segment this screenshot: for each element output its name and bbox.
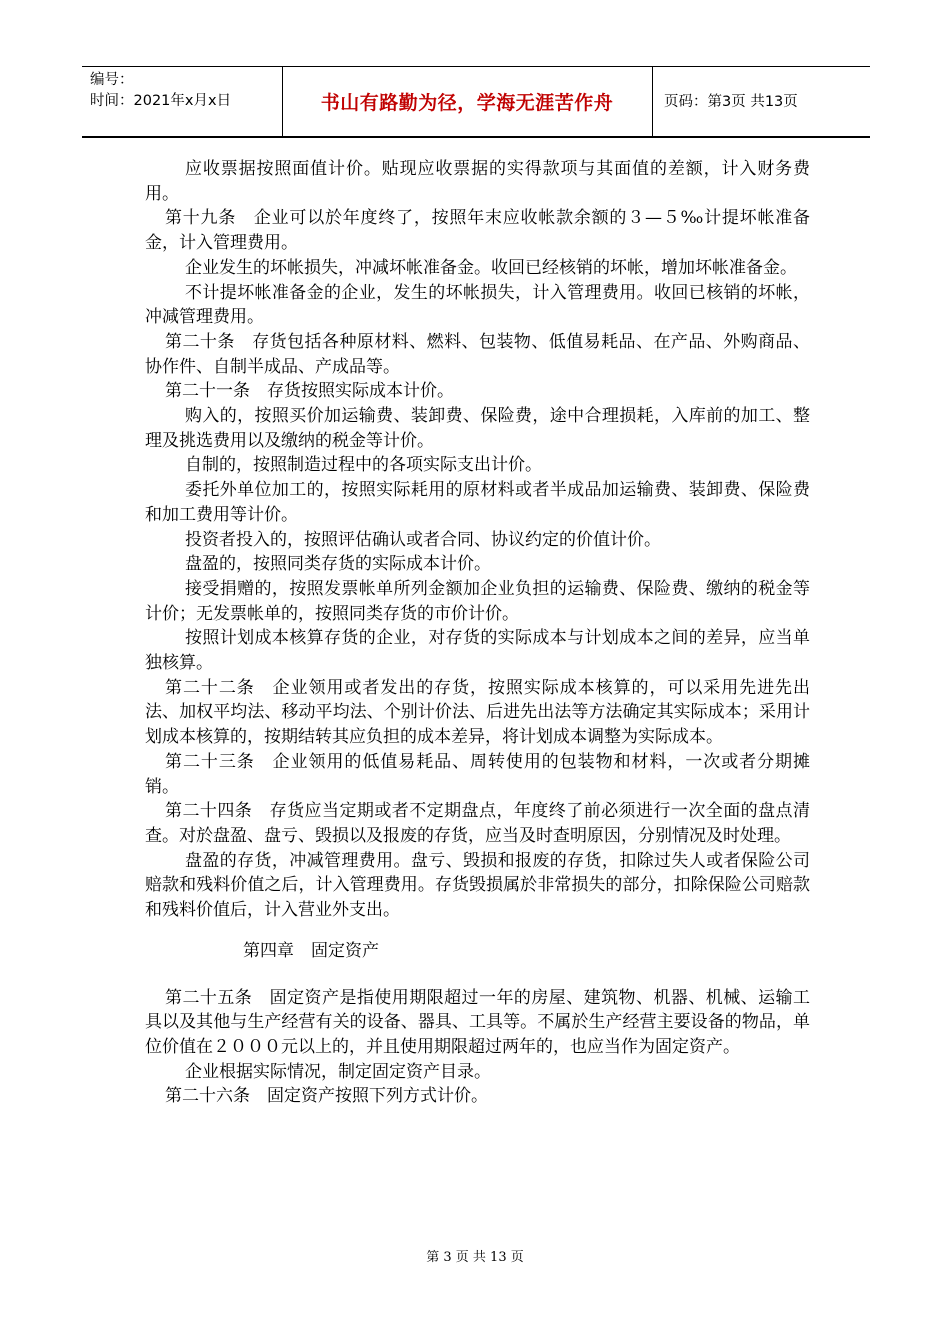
- article-paragraph: 第二十二条 企业领用或者发出的存货，按照实际成本核算的，可以采用先进先出法、加权平均法、移动平均法、个别计价法、后进先出法等方法确定其实际成本；采用计划成本核算的，按期结转其应负担的成本差异，将计划成本调整为实际成本。: [145, 677, 810, 748]
- article-paragraph: 第二十六条 固定资产按照下列方式计价。: [165, 1086, 488, 1107]
- body-paragraph: 企业根据实际情况，制定固定资产目录。: [185, 1061, 491, 1082]
- article-paragraph: 第二十一条 存货按照实际成本计价。: [165, 381, 454, 402]
- page-footer: 第 3 页 共 13 页: [426, 1250, 524, 1265]
- body-paragraph: 投资者投入的，按照评估确认或者合同、协议约定的价值计价。: [185, 529, 661, 550]
- header-bottom-rule: [82, 136, 870, 138]
- article-paragraph: 第二十三条 企业领用的低值易耗品、周转使用的包装物和材料，一次或者分期摊销。: [145, 751, 810, 797]
- document-time-label: 时间：2021年x月x日: [90, 93, 232, 109]
- article-paragraph: 第十九条 企业可以於年度终了，按照年末应收帐款余额的３—５‰计提坏帐准备金，计入管理费用。: [145, 208, 810, 254]
- body-paragraph: 不计提坏帐准备金的企业，发生的坏帐损失，计入管理费用。收回已核销的坏帐，冲减管理费用。: [145, 282, 810, 328]
- body-paragraph: 盘盈的，按照同类存货的实际成本计价。: [185, 554, 491, 575]
- document-code-label: 编号：: [90, 72, 134, 88]
- page-header: [82, 66, 870, 138]
- body-paragraph: 应收票据按照面值计价。贴现应收票据的实得款项与其面值的差额，计入财务费用。: [145, 159, 810, 204]
- article-paragraph: 第二十条 存货包括各种原材料、燃料、包装物、低值易耗品、在产品、外购商品、协作件、自制半成品、产成品等。: [145, 331, 810, 377]
- body-paragraph: 企业发生的坏帐损失，冲减坏帐准备金。收回已经核销的坏帐，增加坏帐准备金。: [185, 257, 797, 278]
- article-paragraph: 第二十四条 存货应当定期或者不定期盘点，年度终了前必须进行一次全面的盘点清查。对於盘盈、盘亏、毁损以及报废的存货，应当及时查明原因，分别情况及时处理。: [145, 801, 810, 846]
- body-paragraph: 盘盈的存货，冲减管理费用。盘亏、毁损和报废的存货，扣除过失人或者保险公司赔款和残料价值之后，计入管理费用。存货毁损属於非常损失的部分，扣除保险公司赔款和残料价值后，计入营业外支出。: [145, 850, 810, 921]
- body-paragraph: 自制的，按照制造过程中的各项实际支出计价。: [185, 455, 542, 476]
- body-paragraph: 按照计划成本核算存货的企业，对存货的实际成本与计划成本之间的差异，应当单独核算。: [145, 628, 810, 674]
- body-paragraph: 接受捐赠的，按照发票帐单所列金额加企业负担的运输费、保险费、缴纳的税金等计价；无发票帐单的，按照同类存货的市价计价。: [145, 578, 810, 624]
- header-page-info: 页码：第3页 共13页: [664, 94, 798, 110]
- body-paragraph: 购入的，按照买价加运输费、装卸费、保险费，途中合理损耗，入库前的加工、整理及挑选费用以及缴纳的税金等计价。: [145, 406, 810, 451]
- header-meta: [90, 70, 280, 112]
- article-paragraph: 第二十五条 固定资产是指使用期限超过一年的房屋、建筑物、机器、机械、运输工具以及其他与生产经营有关的设备、器具、工具等。不属於生产经营主要设备的物品，单位价值在２０００元以上的，并且使用期限超过两年的，也应当作为固定资产。: [145, 987, 810, 1057]
- document-body: [145, 157, 810, 1109]
- header-motto: 书山有路勤为径，学海无涯苦作舟: [320, 92, 614, 114]
- body-paragraph: 委托外单位加工的，按照实际耗用的原材料或者半成品加运输费、装卸费、保险费和加工费用等计价。: [145, 480, 810, 525]
- chapter-heading: 第四章 固定资产: [243, 940, 379, 961]
- header-separator: [652, 66, 653, 137]
